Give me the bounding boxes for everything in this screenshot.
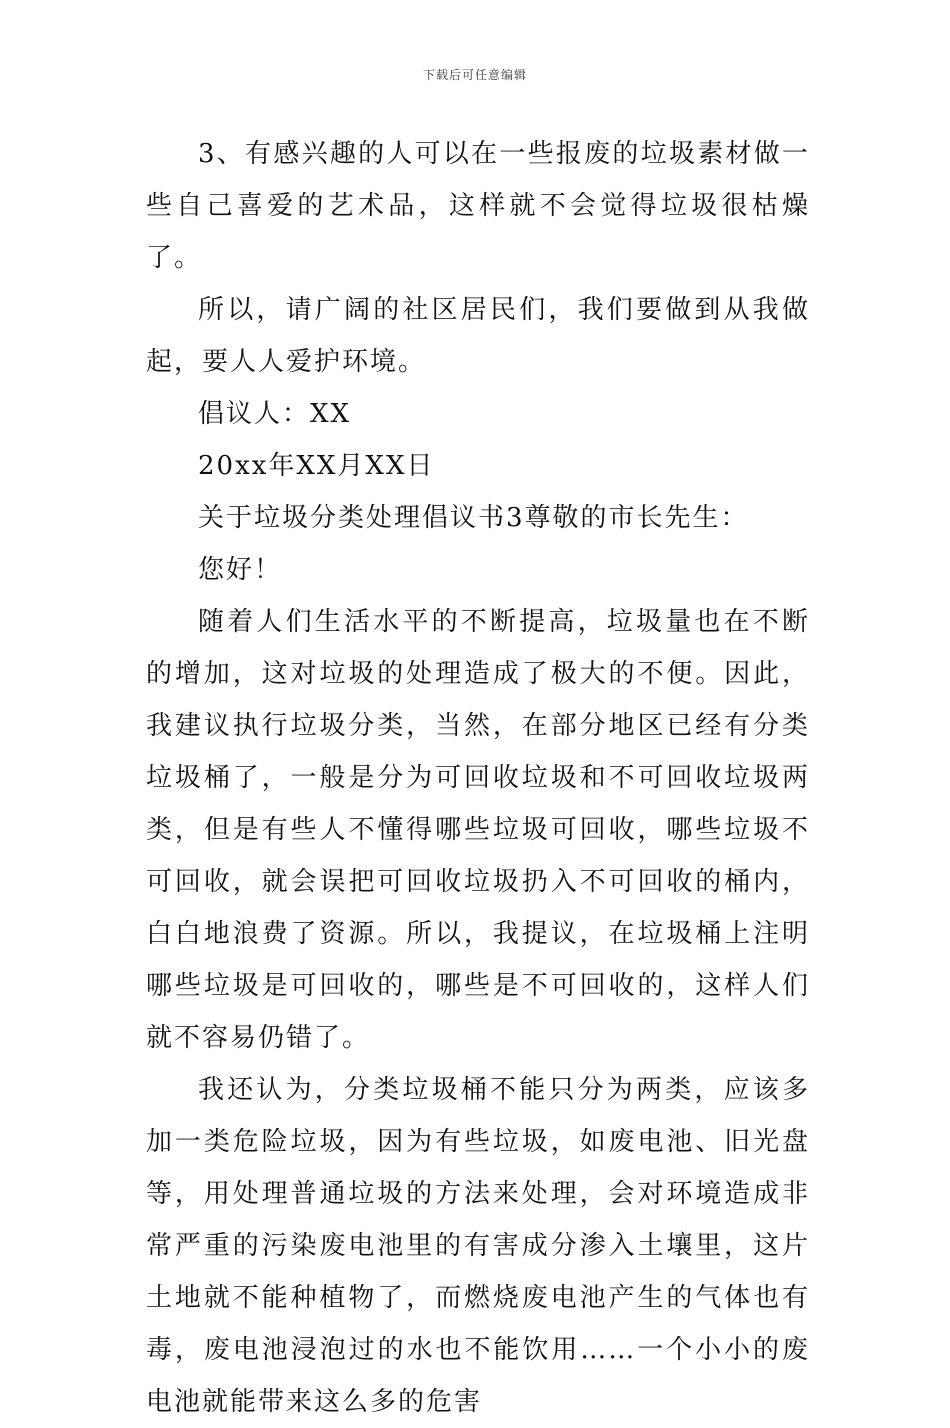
letter-title-salutation: 关于垃圾分类处理倡议书3尊敬的市长先生：	[198, 503, 749, 533]
greeting-line: 您好！	[198, 555, 283, 585]
paragraph-art-from-waste: 3、有感兴趣的人可以在一些报废的垃圾素材做一些自己喜爱的艺术品，这样就不会觉得垃圾很枯燥了。	[146, 139, 810, 273]
initiator-line: 倡议人：XX	[198, 399, 352, 429]
paragraph-hazardous-waste: 我还认为，分类垃圾桶不能只分为两类，应该多加一类危险垃圾，因为有些垃圾，如废电池、旧光盘等，用处理普通垃圾的方法来处理，会对环境造成非常严重的污染废电池里的有害成分渗入土壤里，这片土地就不能种植物了，而燃烧废电池产生的气体也有毒，废电池浸泡过的水也不能饮用……一个小小的废电池就能带来这么多的危害	[146, 1075, 810, 1417]
document-body	[146, 128, 810, 1428]
page-header-note: 下载后可任意编辑	[422, 68, 527, 82]
paragraph-recycling-proposal: 随着人们生活水平的不断提高，垃圾量也在不断的增加，这对垃圾的处理造成了极大的不便。因此，我建议执行垃圾分类，当然，在部分地区已经有分类垃圾桶了，一般是分为可回收垃圾和不可回收垃圾两类，但是有些人不懂得哪些垃圾可回收，哪些垃圾不可回收，就会误把可回收垃圾扔入不可回收的桶内，白白地浪费了资源。所以，我提议，在垃圾桶上注明哪些垃圾是可回收的，哪些是不可回收的，这样人们就不容易仍错了。	[146, 607, 810, 1053]
date-line: 20xx年XX月XX日	[198, 451, 435, 481]
paragraph-call-to-residents: 所以，请广阔的社区居民们，我们要做到从我做起，要人人爱护环境。	[146, 295, 810, 377]
